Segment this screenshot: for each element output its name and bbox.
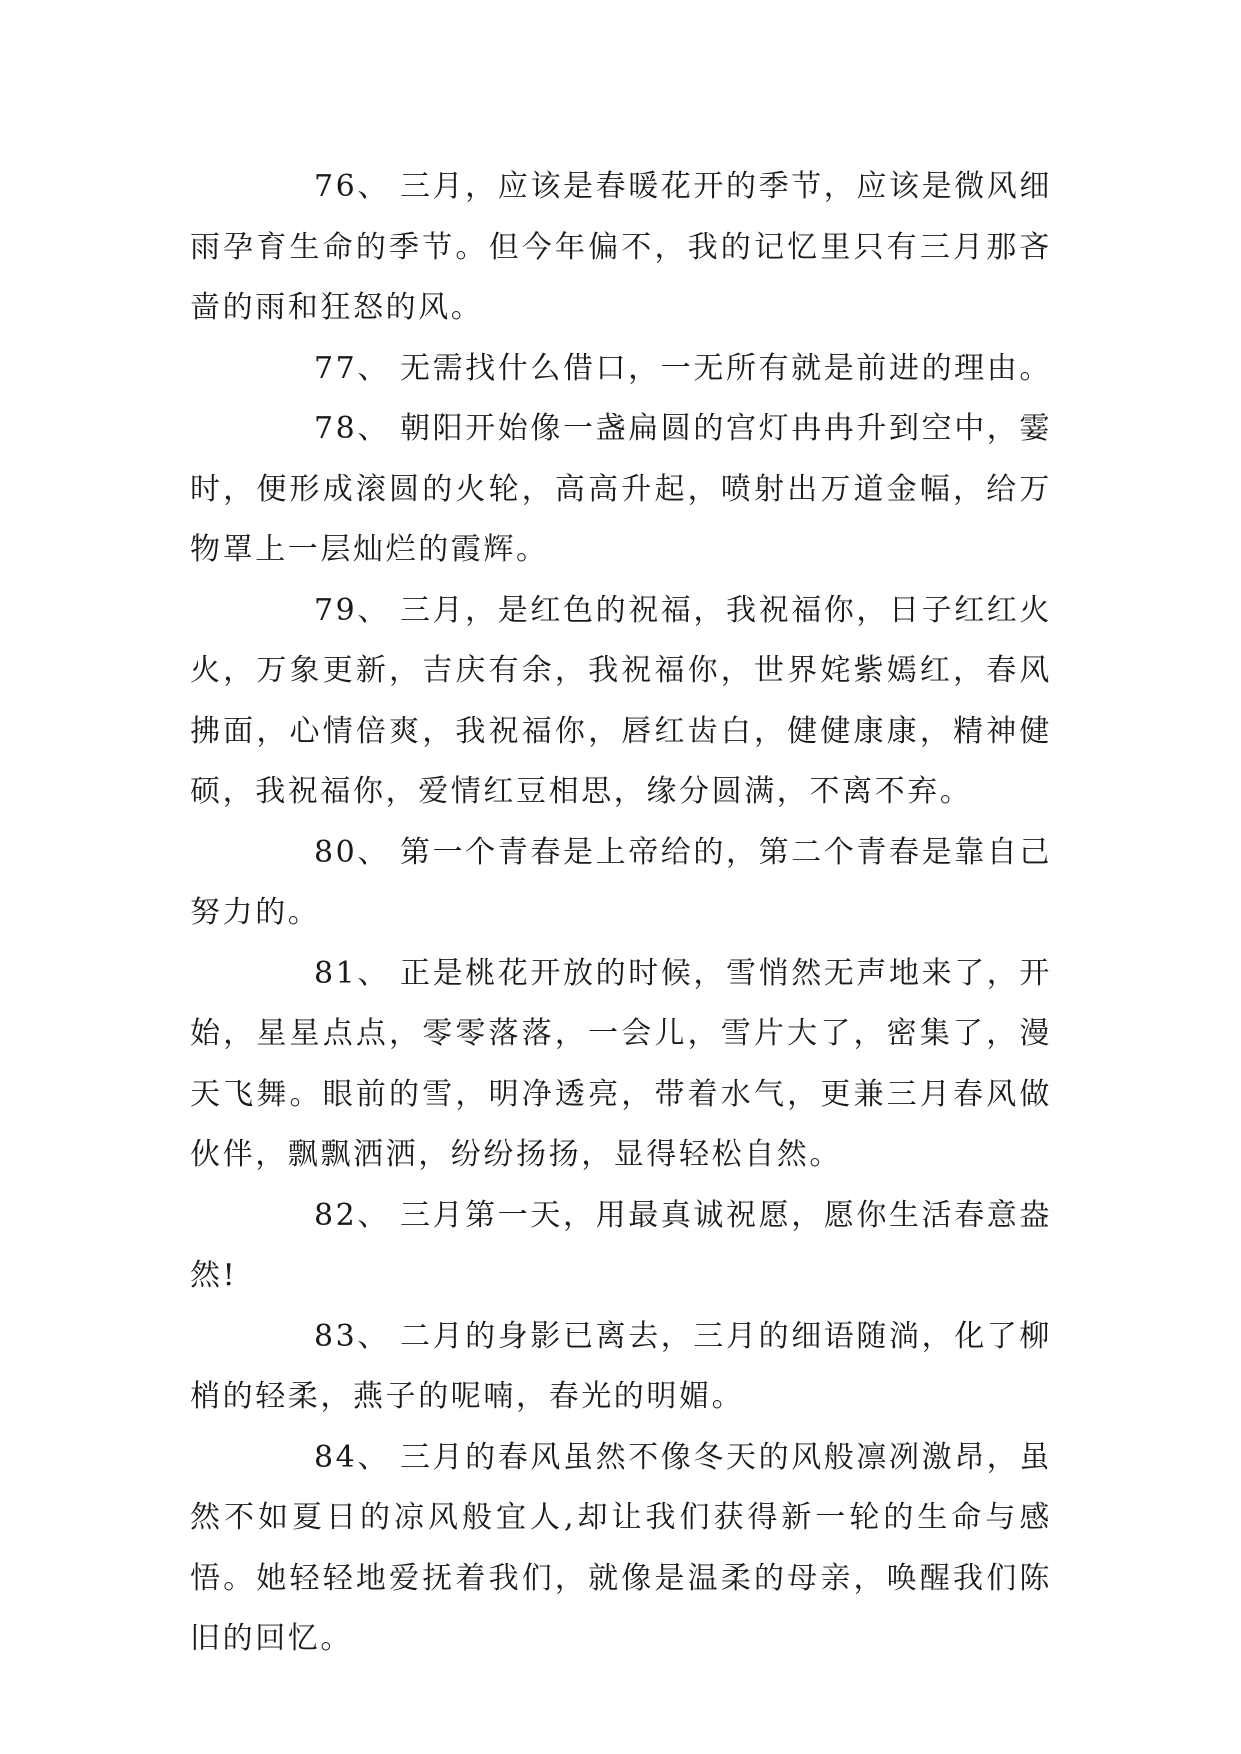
paragraph-77 (190, 339, 1052, 400)
paragraph-84 (190, 1428, 1052, 1670)
paragraph-text: 三月，应该是春暖花开的季节，应该是微风细雨孕育生命的季节。但今年偏不，我的记忆里只有三月那吝啬的雨和狂怒的风。 (190, 169, 1052, 325)
paragraph-text: 第一个青春是上帝给的，第二个青春是靠自己努力的。 (190, 834, 1052, 930)
paragraph-83 (190, 1307, 1052, 1428)
paragraph-number: 79、 (314, 592, 390, 628)
paragraph-78 (190, 399, 1052, 581)
paragraph-number: 78、 (314, 411, 390, 446)
paragraph-text: 二月的身影已离去，三月的细语随淌，化了柳梢的轻柔，燕子的呢喃，春光的明媚。 (190, 1318, 1052, 1414)
paragraph-76 (190, 157, 1052, 339)
paragraph-text: 无需找什么借口，一无所有就是前进的理由。 (399, 350, 1052, 386)
paragraph-number: 83、 (314, 1318, 390, 1354)
paragraph-text: 正是桃花开放的时候，雪悄然无声地来了，开始，星星点点，零零落落，一会儿，雪片大了，密集了，漫天飞舞。眼前的雪，明净透亮，带着水气，更兼三月春风做伙伴，飘飘洒洒，纷纷扬扬，显得轻松自然。 (190, 955, 1052, 1172)
paragraph-81 (190, 944, 1052, 1186)
paragraph-number: 81、 (314, 955, 390, 991)
paragraph-text: 三月，是红色的祝福，我祝福你，日子红红火火，万象更新，吉庆有余，我祝福你，世界姹紫嫣红，春风拂面，心情倍爽，我祝福你，唇红齿白，健健康康，精神健硕，我祝福你，爱情红豆相思，缘分圆满，不离不弃。 (190, 592, 1052, 809)
paragraph-number: 76、 (314, 169, 390, 204)
paragraph-text: 三月第一天，用最真诚祝愿，愿你生活春意盎然! (190, 1197, 1052, 1293)
paragraph-number: 80、 (314, 834, 390, 870)
document-body (190, 157, 1052, 1670)
paragraph-82 (190, 1186, 1052, 1307)
paragraph-number: 84、 (314, 1439, 390, 1475)
paragraph-80 (190, 823, 1052, 944)
paragraph-text: 朝阳开始像一盏扁圆的宫灯冉冉升到空中，霎时，便形成滚圆的火轮，高高升起，喷射出万道金幅，给万物罩上一层灿烂的霞辉。 (190, 411, 1052, 567)
paragraph-text: 三月的春风虽然不像冬天的风般凛冽激昂，虽然不如夏日的凉风般宜人,却让我们获得新一轮的生命与感悟。她轻轻地爱抚着我们，就像是温柔的母亲，唤醒我们陈旧的回忆。 (190, 1439, 1052, 1656)
paragraph-number: 77、 (314, 350, 390, 386)
paragraph-number: 82、 (314, 1197, 390, 1233)
paragraph-79 (190, 581, 1052, 823)
